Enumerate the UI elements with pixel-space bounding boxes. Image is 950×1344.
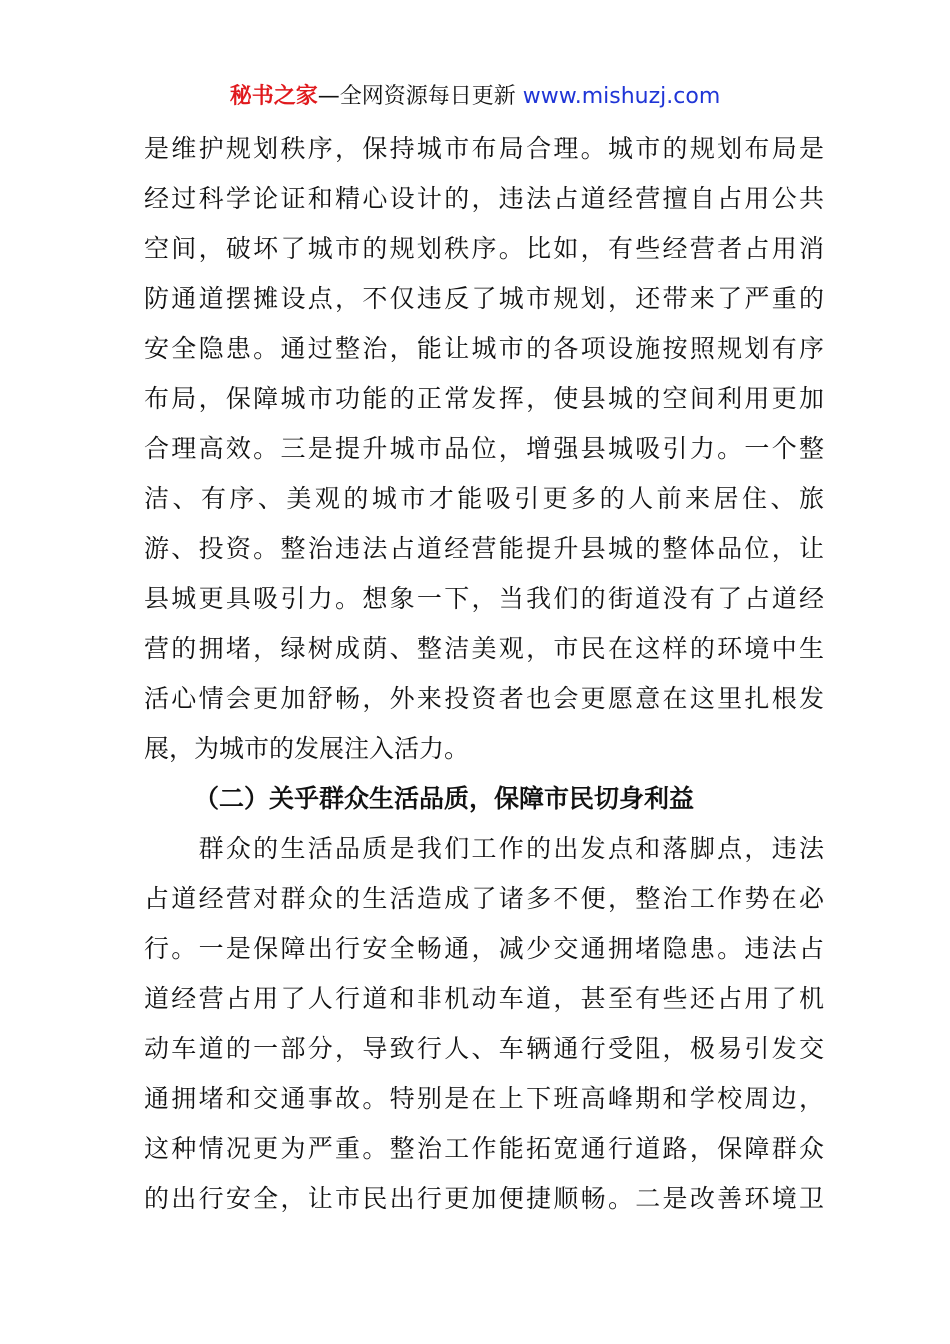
- text-line: 防通道摆摊设点，不仅违反了城市规划，还带来了严重的: [144, 284, 824, 313]
- text-line: 的出行安全，让市民出行更加便捷顺畅。二是改善环境卫: [144, 1184, 824, 1213]
- text-line: 县城更具吸引力。想象一下，当我们的街道没有了占道经: [144, 584, 824, 613]
- text-line: 营的拥堵，绿树成荫、整洁美观，市民在这样的环境中生: [144, 634, 824, 663]
- text-line: 行。一是保障出行安全畅通，减少交通拥堵隐患。违法占: [144, 934, 824, 963]
- text-line: 动车道的一部分，导致行人、车辆通行受阻，极易引发交: [144, 1034, 824, 1063]
- text-line: 空间，破坏了城市的规划秩序。比如，有些经营者占用消: [144, 234, 824, 263]
- website-link[interactable]: www.mishuzj.com: [522, 84, 721, 109]
- text-line: 展，为城市的发展注入活力。: [144, 734, 470, 763]
- page-header: [0, 80, 950, 114]
- section-heading: （二）关乎群众生活品质，保障市民切身利益: [194, 784, 695, 813]
- text-line: 活心情会更加舒畅，外来投资者也会更愿意在这里扎根发: [144, 684, 824, 713]
- text-line: 经过科学论证和精心设计的，违法占道经营擅自占用公共: [144, 184, 824, 213]
- text-line: 道经营占用了人行道和非机动车道，甚至有些还占用了机: [144, 984, 824, 1013]
- brand-name: 秘书之家: [229, 84, 318, 109]
- header-tagline: —全网资源每日更新: [317, 84, 516, 109]
- text-line: 通拥堵和交通事故。特别是在上下班高峰期和学校周边，: [144, 1084, 824, 1113]
- text-line: 是维护规划秩序，保持城市布局合理。城市的规划布局是: [144, 134, 824, 163]
- text-line: 布局，保障城市功能的正常发挥，使县城的空间利用更加: [144, 384, 824, 413]
- text-line: 合理高效。三是提升城市品位，增强县城吸引力。一个整: [144, 434, 824, 463]
- text-line: 占道经营对群众的生活造成了诸多不便，整治工作势在必: [144, 884, 824, 913]
- text-line: 游、投资。整治违法占道经营能提升县城的整体品位，让: [144, 534, 824, 563]
- document-body: [144, 124, 824, 1224]
- text-line: 这种情况更为严重。整治工作能拓宽通行道路，保障群众: [144, 1134, 824, 1163]
- text-line: 洁、有序、美观的城市才能吸引更多的人前来居住、旅: [144, 484, 824, 513]
- text-line: 群众的生活品质是我们工作的出发点和落脚点，违法: [144, 834, 824, 863]
- text-line: 安全隐患。通过整治，能让城市的各项设施按照规划有序: [144, 334, 824, 363]
